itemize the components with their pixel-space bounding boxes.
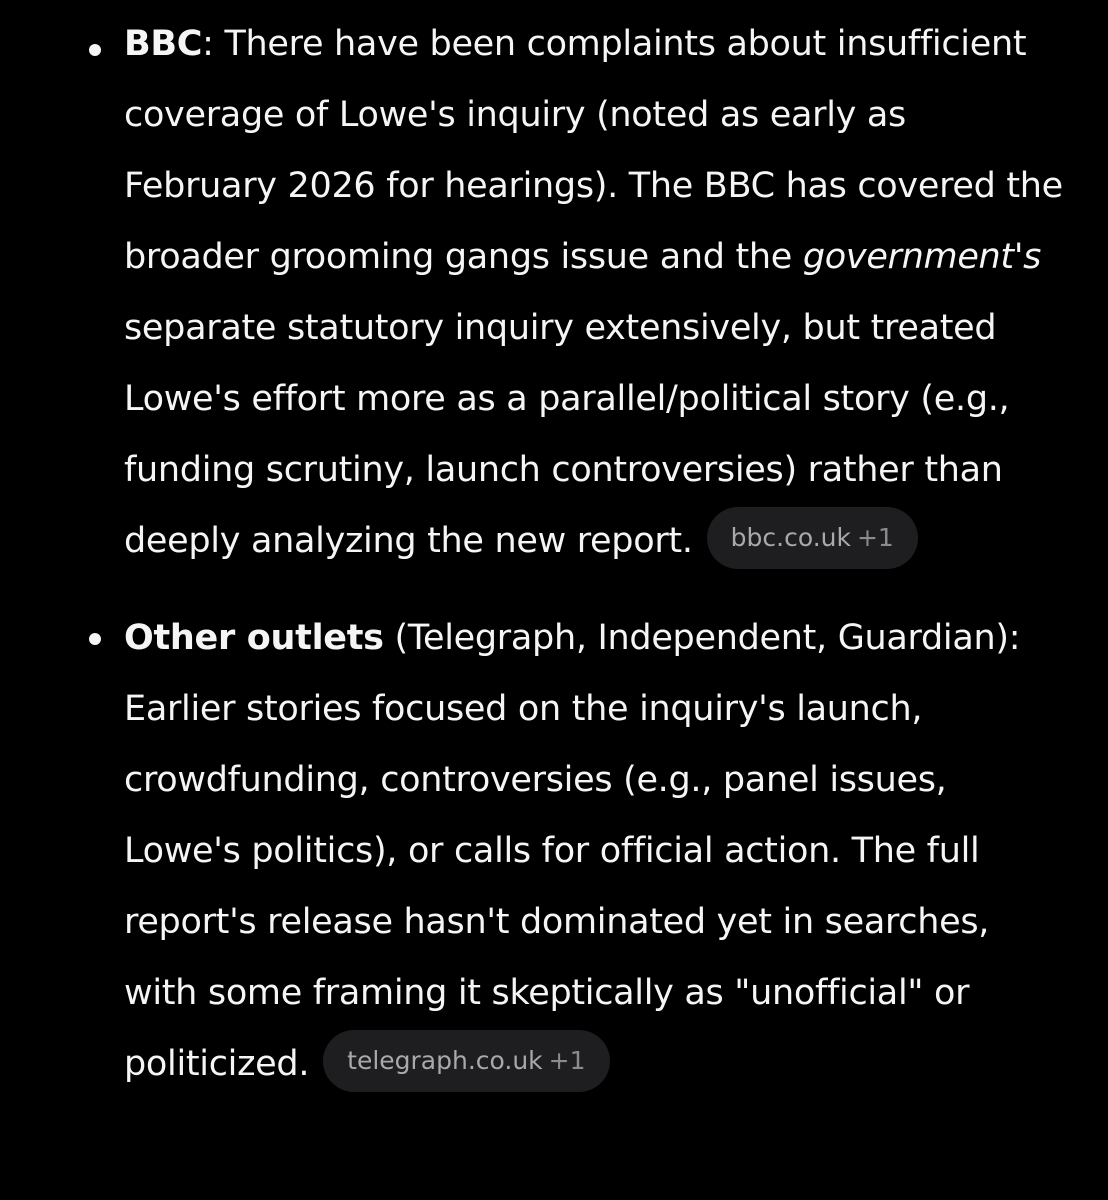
source-chip-telegraph[interactable] — [323, 1030, 609, 1092]
bullet-lead-other-outlets: Other outlets — [124, 618, 384, 658]
source-chip-domain: telegraph.co.uk — [347, 1046, 543, 1075]
bullet-text-bbc: : There have been complaints about insufficient coverage of Lowe's inquiry (noted as early as February 2026 for hearings). The BBC has covered the broader grooming gangs issue and the — [124, 24, 1063, 277]
bullet-item-other-outlets — [0, 603, 1108, 1100]
source-chip-count: +1 — [548, 1046, 586, 1075]
bullet-text-bbc-rest: separate statutory inquiry extensively, but treated Lowe's effort more as a parallel/political story (e.g., funding scrutiny, launch controversies) rather than deeply analyzing the new report. — [124, 308, 1010, 561]
source-chip-bbc[interactable] — [707, 507, 918, 569]
bullet-item-bbc — [0, 0, 1108, 577]
bullet-lead-bbc: BBC — [124, 24, 203, 64]
source-chip-count: +1 — [856, 523, 894, 552]
bullet-dot-icon — [89, 44, 101, 56]
source-chip-domain: bbc.co.uk — [730, 523, 851, 552]
bullet-dot-icon — [89, 633, 101, 645]
bullet-text-other-outlets: (Telegraph, Independent, Guardian): Earlier stories focused on the inquiry's launch, crowdfunding, controversies (e.g., panel issues, Lowe's politics), or calls for official action. The full report's release hasn't dominated yet in searches, with some framing it skeptically as "unofficial" or politicized. — [124, 618, 1021, 1084]
bullet-emphasis-bbc: government's — [802, 237, 1042, 277]
